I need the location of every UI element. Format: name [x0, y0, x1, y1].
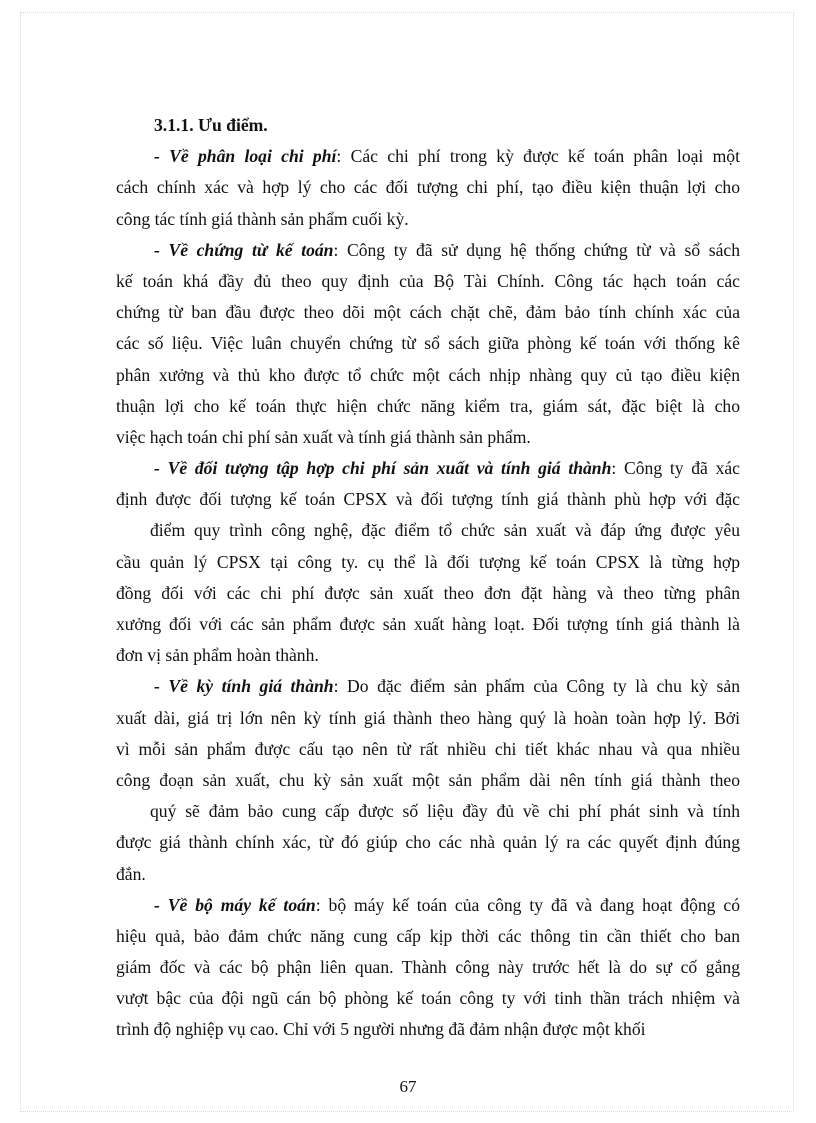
paragraph-line: việc hạch toán chi phí sản xuất và tính giá thành sản phẩm.	[116, 426, 531, 447]
paragraph-line: được giá thành chính xác, từ đó giúp cho các nhà quản lý ra các quyết định đúng	[116, 832, 740, 853]
paragraph-line: định được đối tượng kế toán CPSX và đối tượng tính giá thành phù hợp với đặc	[116, 489, 740, 510]
paragraph-lead: - Về chứng từ kế toán	[154, 239, 334, 260]
paragraph-line: - Về phân loại chi phí: Các chi phí trong kỳ được kế toán phân loại một	[154, 146, 740, 167]
paragraph-line: thuận lợi cho kế toán thực hiện chức năng kiểm tra, giám sát, đặc biệt là cho	[116, 395, 740, 416]
paragraph-line: xưởng đối với các sản phẩm được sản xuất hàng loạt. Đối tượng tính giá thành là	[116, 614, 740, 634]
document-body	[116, 110, 740, 1046]
paragraph-line: đơn vị sản phẩm hoàn thành.	[116, 645, 319, 666]
paragraph-lead: - Về phân loại chi phí	[154, 146, 337, 167]
paragraph-line: kế toán khá đầy đủ theo quy định của Bộ Tài Chính. Công tác hạch toán các	[116, 270, 740, 291]
paragraph-line: quý sẽ đảm bảo cung cấp được số liệu đầy đủ về chi phí phát sinh và tính	[150, 801, 740, 822]
paragraph-line: cách chính xác và hợp lý cho các đối tượng chi phí, tạo điều kiện thuận lợi cho	[116, 177, 740, 198]
paragraph-lead: - Về bộ máy kế toán	[154, 894, 316, 915]
paragraph-line: - Về kỳ tính giá thành: Do đặc điểm sản phẩm của Công ty là chu kỳ sản	[154, 676, 740, 697]
page-number: 67	[399, 1077, 417, 1096]
paragraph-line: đồng đối với các chi phí được sản xuất theo đơn đặt hàng và theo từng phân	[116, 582, 740, 603]
paragraph-line: điểm quy trình công nghệ, đặc điểm tổ chức sản xuất và đáp ứng được yêu	[150, 520, 740, 541]
paragraph-line: vượt bậc của đội ngũ cán bộ phòng kế toán công ty với tinh thần trách nhiệm và	[116, 988, 740, 1009]
paragraph-line: xuất dài, giá trị lớn nên kỳ tính giá thành theo hàng quý là hoàn toàn hợp lý. Bởi	[116, 707, 740, 728]
paragraph-line: công tác tính giá thành sản phẩm cuối kỳ.	[116, 208, 409, 229]
paragraph-line: cầu quản lý CPSX tại công ty. cụ thể là đối tượng kế toán CPSX là từng hợp	[116, 551, 740, 572]
paragraph-line: giám đốc và các bộ phận liên quan. Thành công này trước hết là do sự cố gắng	[116, 957, 740, 978]
paragraph-line: phân xưởng và thủ kho được tổ chức một cách nhịp nhàng quy củ tạo điều kiện	[116, 364, 740, 385]
paragraph-lead: - Về đối tượng tập hợp chi phí sản xuất và tính giá thành	[154, 458, 612, 479]
paragraph-line: trình độ nghiệp vụ cao. Chỉ với 5 người nhưng đã đảm nhận được một khối	[116, 1019, 646, 1040]
paragraph-line: - Về chứng từ kế toán: Công ty đã sử dụng hệ thống chứng từ và sổ sách	[154, 239, 740, 260]
paragraph-line: công đoạn sản xuất, chu kỳ sản xuất một sản phẩm dài nên tính giá thành theo	[116, 769, 740, 790]
paragraph-line: đắn.	[116, 863, 146, 884]
paragraph-line: vì mỗi sản phẩm được cấu tạo nên từ rất nhiều chi tiết khác nhau và qua nhiều	[116, 738, 740, 759]
paragraph-line: các số liệu. Việc luân chuyển chứng từ sổ sách giữa phòng kế toán với thống kê	[116, 333, 740, 354]
paragraph-lead: - Về kỳ tính giá thành	[154, 676, 334, 697]
section-heading: 3.1.1. Ưu điểm.	[154, 115, 268, 135]
paragraph-line: - Về bộ máy kế toán: bộ máy kế toán của công ty đã và đang hoạt động có	[154, 894, 740, 915]
paragraph-line: chứng từ ban đầu được theo dõi một cách chặt chẽ, đảm bảo tính chính xác của	[116, 302, 740, 323]
paragraph-line: - Về đối tượng tập hợp chi phí sản xuất và tính giá thành: Công ty đã xác	[154, 458, 740, 479]
paragraph-line: hiệu quả, bảo đảm chức năng cung cấp kịp thời các thông tin cần thiết cho ban	[116, 925, 740, 946]
